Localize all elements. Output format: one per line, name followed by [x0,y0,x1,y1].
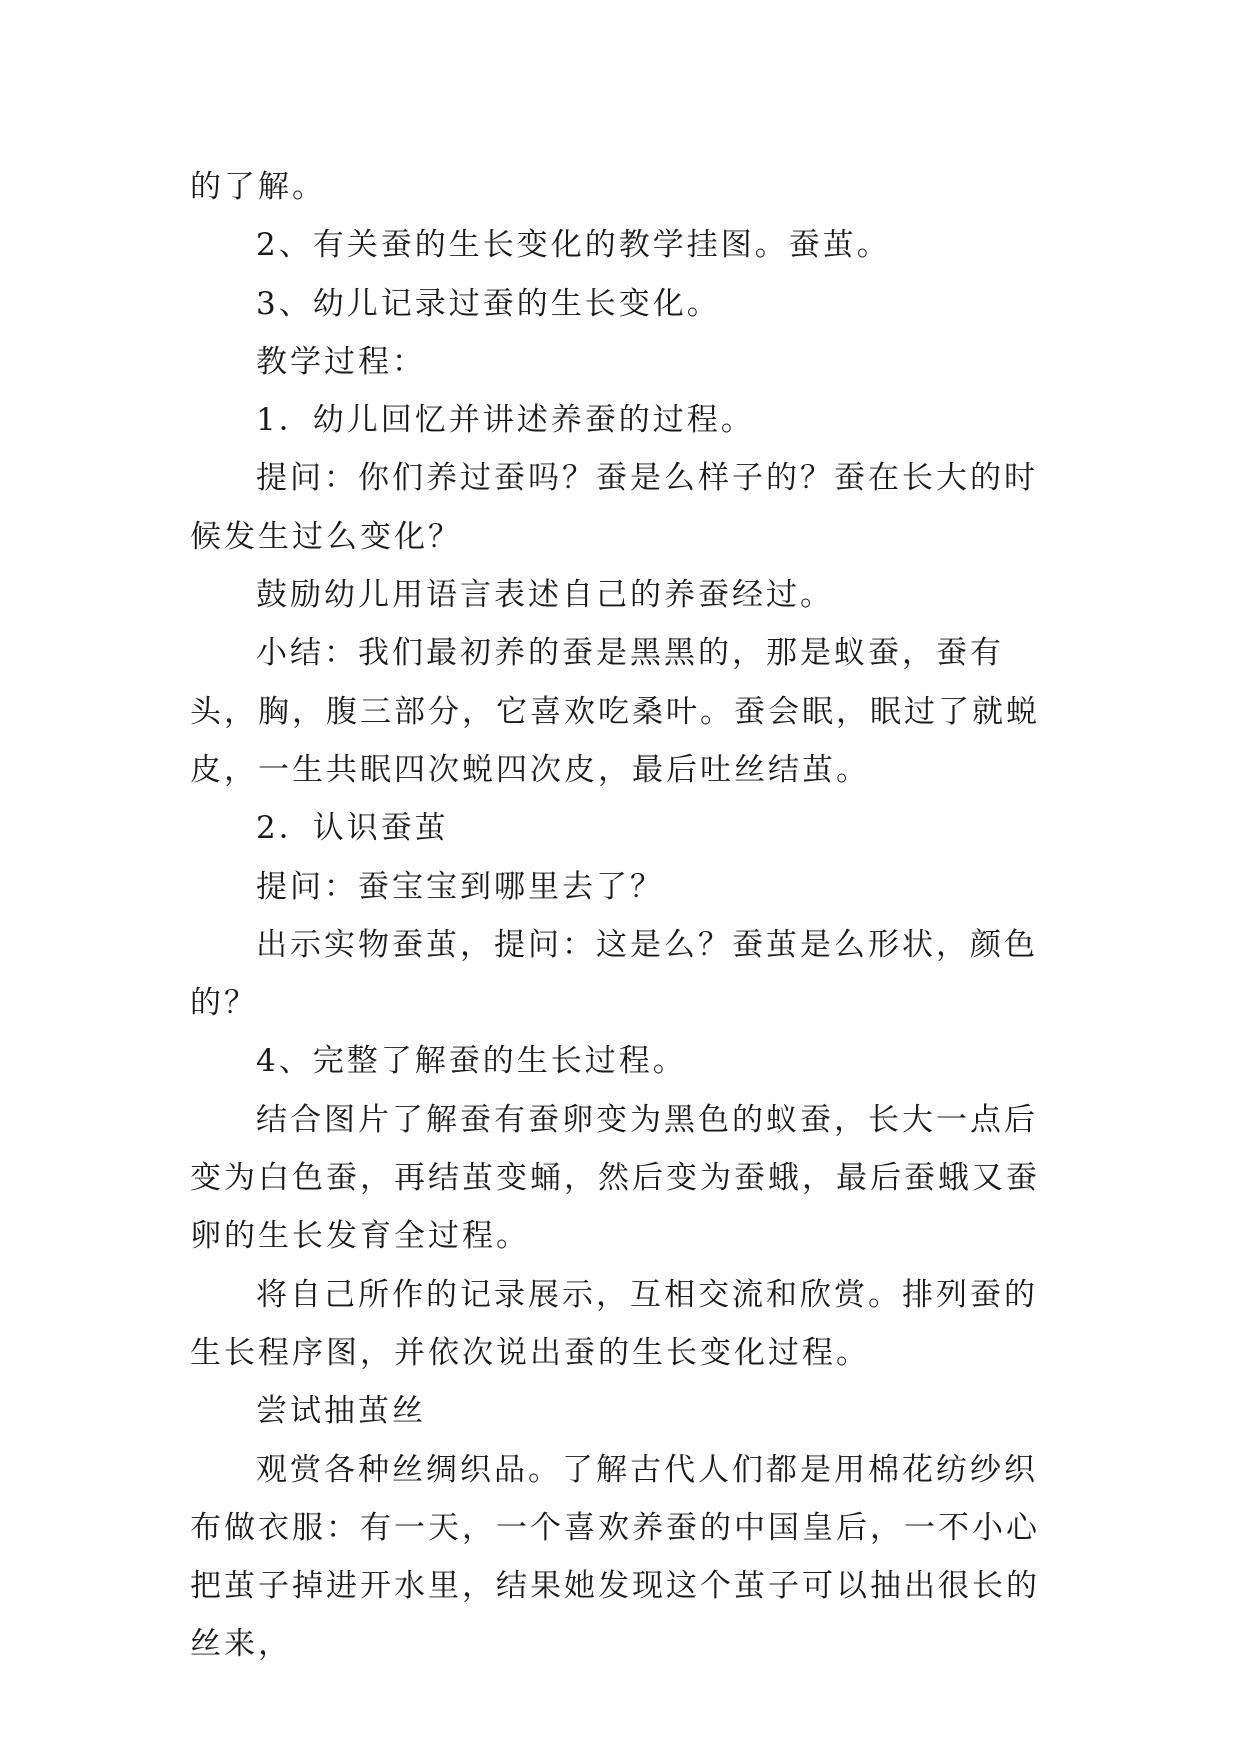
paragraph: 鼓励幼儿用语言表述自己的养蚕经过。 [256,577,834,614]
paragraph: 出示实物蚕茧，提问：这是么？蚕茧是么形状，颜色的？ [190,926,1038,1022]
paragraph: 的了解。 [190,169,326,205]
paragraph: 将自己所作的记录展示，互相交流和欣赏。排列蚕的生长程序图，并依次说出蚕的生长变化过程。 [190,1276,1038,1371]
paragraph: 1．幼儿回忆并讲述养蚕的过程。 [256,402,755,439]
paragraph: 3、幼儿记录过蚕的生长变化。 [256,285,721,322]
paragraph: 观赏各种丝绸织品。了解古代人们都是用棉花纺纱织布做衣服：有一天，一个喜欢养蚕的中国皇后，一不小心把茧子掉进开水里，结果她发现这个茧子可以抽出很长的丝来， [190,1451,1040,1663]
paragraph: 4、完整了解蚕的生长过程。 [256,1043,687,1080]
paragraph: 2、有关蚕的生长变化的教学挂图。蚕茧。 [256,227,891,264]
paragraph: 提问：你们养过蚕吗？蚕是么样子的？蚕在长大的时候发生过么变化？ [190,460,1038,555]
paragraph: 小结：我们最初养的蚕是黑黑的，那是蚁蚕，蚕有头，胸，腹三部分，它喜欢吃桑叶。蚕会眠，眠过了就蜕皮，一生共眠四次蜕四次皮，最后吐丝结茧。 [190,635,1040,788]
paragraph: 教学过程： [256,343,426,380]
paragraph: 尝试抽茧丝 [256,1393,426,1430]
document-body [190,158,1070,1674]
paragraph: 结合图片了解蚕有蚕卵变为黑色的蚁蚕，长大一点后变为白色蚕，再结茧变蛹，然后变为蚕蛾，最后蚕蛾又蚕卵的生长发育全过程。 [190,1101,1040,1255]
paragraph: 2．认识蚕茧 [256,810,449,847]
paragraph: 提问：蚕宝宝到哪里去了？ [256,868,664,905]
